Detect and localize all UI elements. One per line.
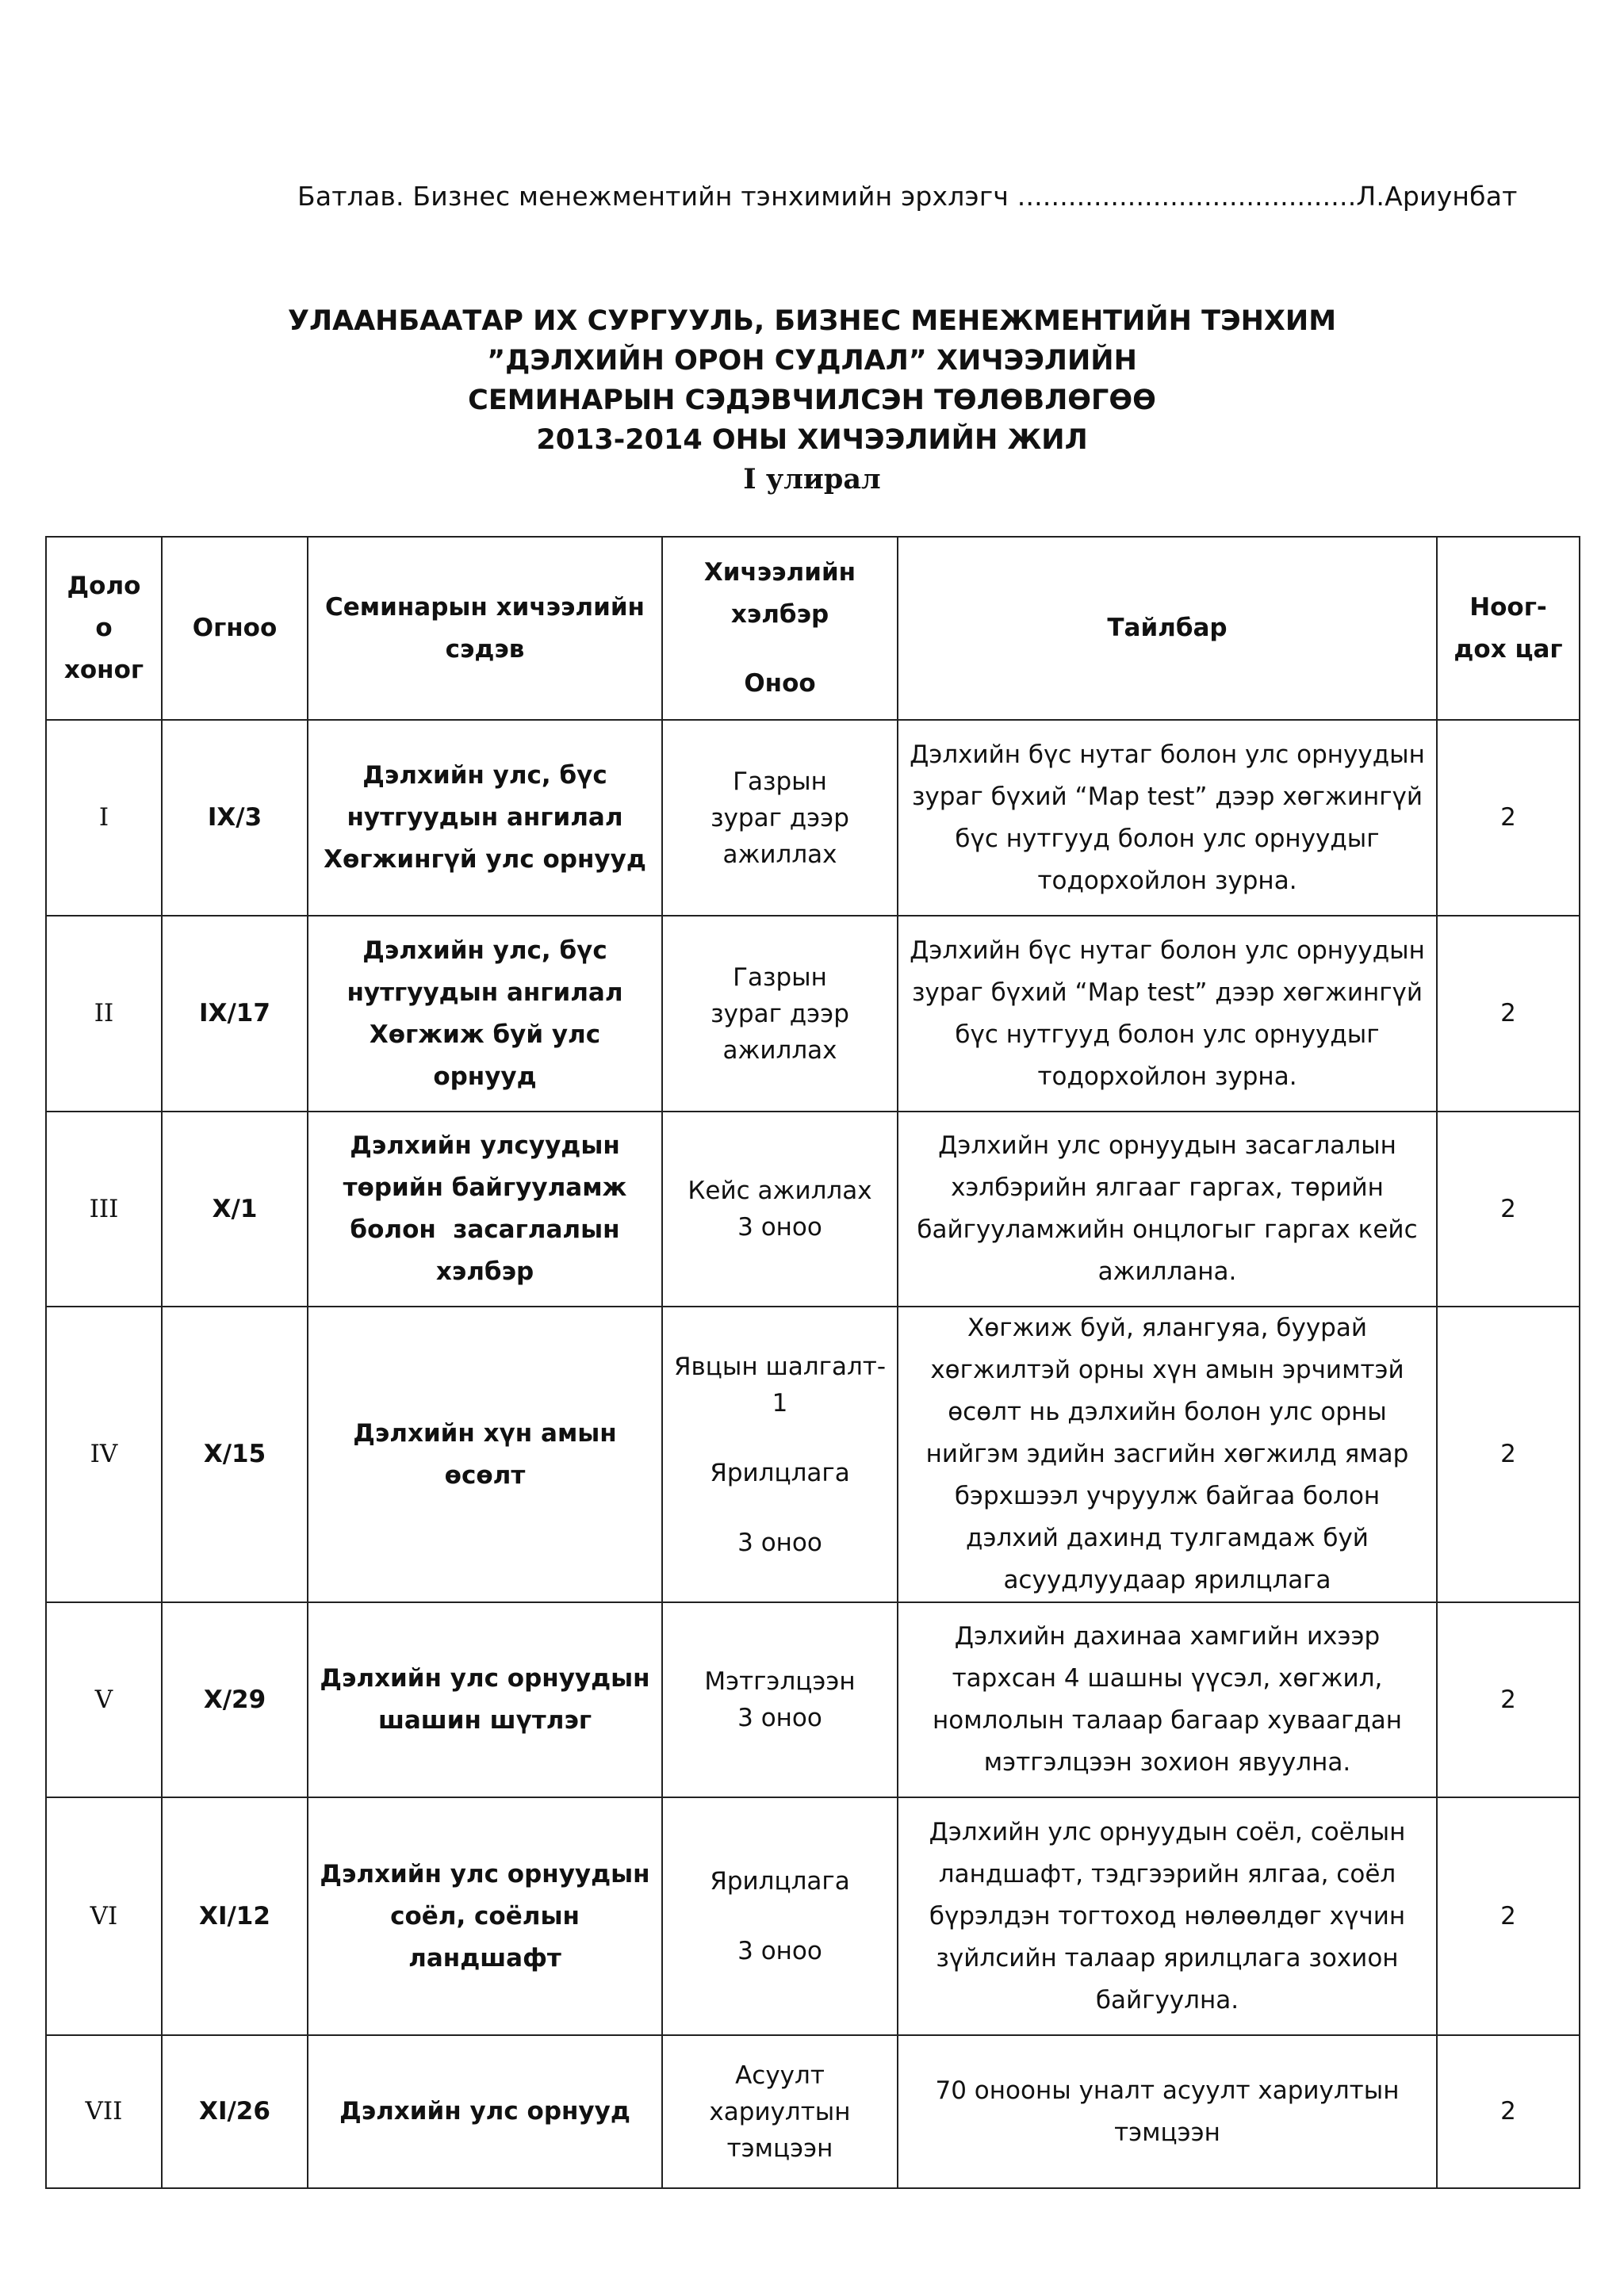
topic-line: төрийн байгууламж [343,1173,627,1202]
row-hours: 2 [1437,1112,1580,1307]
row-date: X/29 [162,1602,308,1797]
form-line: 3 оноо [737,1704,822,1732]
form-line: ажиллах [722,840,837,869]
row-topic [308,2035,662,2188]
row-form [662,720,898,916]
form-line: ажиллах [722,1035,837,1065]
form-line: Ярилцлага [710,1458,850,1487]
row-topic [308,1112,662,1307]
topic-line: хэлбэр [435,1257,534,1286]
topic-line: соёл, соёлын ландшафт [390,1901,580,1973]
header-hours-line: дох цаг [1454,634,1563,664]
row-note: Дэлхийн улс орнуудын засаглалын хэлбэрийн ялгааг гаргах, төрийн байгууламжийн онцлогыг гаргах кейс ажиллана. [898,1112,1437,1307]
topic-line: Хөгжингүй улс орнууд [324,845,646,874]
header-academic-year: 2013-2014 ОНЫ ХИЧЭЭЛИЙН ЖИЛ [536,424,1088,456]
header-topic-line: сэдэв [445,634,525,664]
row-note: Хөгжиж буй, ялангуяа, буурай хөгжилтэй орны хүн амын эрчимтэй өсөлт нь дэлхийн болон улс орны нийгэм эдийн засгийн хөгжилд ямар бэрхшээл учруулж байгаа болон дэлхий дахинд тулгамдаж буй асуудлуудаар ярилцлага [898,1307,1437,1602]
header-date: Огноо [162,537,308,720]
topic-line: Дэлхийн улс орнуудын [320,1859,650,1888]
row-form [662,1112,898,1307]
topic-line: Дэлхийн улс орнууд [339,2097,630,2126]
row-week: V [46,1602,162,1797]
form-line: Газрын [733,962,827,992]
form-line: Явцын шалгалт- [673,1352,887,1381]
form-line: Асуулт [735,2061,825,2090]
document-header [0,301,1624,499]
header-course: ”ДЭЛХИЙН ОРОН СУДЛАЛ” ХИЧЭЭЛИЙН [487,345,1137,377]
table-row [46,916,1580,1112]
row-date: X/1 [162,1112,308,1307]
row-topic [308,1797,662,2035]
row-note: Дэлхийн дахинаа хамгийн ихээр тархсан 4 шашны үүсэл, хөгжил, номлолын талаар багаар хуваагдан мэтгэлцээн зохион явуулна. [898,1602,1437,1797]
topic-line: нутгуудын ангилал [347,803,623,832]
table-row [46,1112,1580,1307]
form-line: 1 [772,1388,788,1418]
row-date: IX/3 [162,720,308,916]
header-week-line: хоног [63,656,144,684]
row-topic [308,1602,662,1797]
row-form [662,1797,898,2035]
form-line: Газрын [733,767,827,796]
table-row [46,2035,1580,2188]
topic-line: Дэлхийн улс орнуудын [320,1664,650,1693]
form-line: хариултын [709,2097,851,2126]
form-line: 3 оноо [737,1528,822,1557]
header-hours [1437,537,1580,720]
header-form-line: Хичээлийн [703,558,856,587]
form-line: Кейс ажиллах [688,1177,872,1205]
form-line: тэмцээн [726,2133,833,2163]
table-row [46,720,1580,916]
row-week: III [46,1112,162,1307]
form-line: Мэтгэлцээн [704,1667,856,1696]
row-week: I [46,720,162,916]
topic-line: Дэлхийн хүн амын өсөлт [353,1418,617,1490]
header-hours-line: Ноог- [1469,592,1547,622]
header-topic [308,537,662,720]
header-form-line: хэлбэр [730,600,829,629]
row-form [662,1602,898,1797]
row-form [662,1307,898,1602]
header-form-score: Оноо [744,669,816,698]
header-week-line: о [95,614,113,642]
seminar-plan-table [45,536,1580,2189]
header-form [662,537,898,720]
row-note: 70 онооны уналт асуулт хариултын тэмцээн [898,2035,1437,2188]
topic-line: шашин шүтлэг [377,1706,592,1735]
row-week: IV [46,1307,162,1602]
row-form [662,916,898,1112]
table-header-row [46,537,1580,720]
row-form [662,2035,898,2188]
form-line: 3 оноо [737,1937,822,1965]
row-note: Дэлхийн улс орнуудын соёл, соёлын ландшафт, тэдгээрийн ялгаа, соёл бүрэлдэн тогтоход нөлөөлдөг хүчин зүйлсийн талаар ярилцлага зохион байгуулна. [898,1797,1437,2035]
form-line: зураг дээр [710,803,849,832]
row-week: VII [46,2035,162,2188]
table-row [46,1797,1580,2035]
topic-line: болон засаглалын [350,1215,620,1244]
row-note: Дэлхийн бүс нутаг болон улс орнуудын зураг бүхий “Map test” дээр хөгжингүй бүс нутгууд болон улс орнуудыг тодорхойлон зурна. [898,720,1437,916]
header-plan-title: СЕМИНАРЫН СЭДЭВЧИЛСЭН ТӨЛӨВЛӨГӨӨ [468,385,1156,416]
topic-line: Хөгжиж буй улс орнууд [369,1020,601,1091]
topic-line: нутгуудын ангилал [347,978,623,1007]
row-hours: 2 [1437,720,1580,916]
row-note: Дэлхийн бүс нутаг болон улс орнуудын зураг бүхий “Map test” дээр хөгжингүй бүс нутгууд болон улс орнуудыг тодорхойлон зурна. [898,916,1437,1112]
row-hours: 2 [1437,916,1580,1112]
table-row [46,1307,1580,1602]
row-date: XI/12 [162,1797,308,2035]
row-hours: 2 [1437,1307,1580,1602]
header-semester: I улирал [743,463,881,496]
row-topic [308,1307,662,1602]
row-hours: 2 [1437,1797,1580,2035]
table-row [46,1602,1580,1797]
row-week: II [46,916,162,1112]
topic-line: Дэлхийн улсуудын [350,1131,620,1160]
row-topic [308,720,662,916]
form-line: Ярилцлага [710,1867,850,1896]
row-topic [308,916,662,1112]
row-date: IX/17 [162,916,308,1112]
row-week: VI [46,1797,162,2035]
header-note: Тайлбар [898,537,1437,720]
header-university: УЛААНБААТАР ИХ СУРГУУЛЬ, БИЗНЕС МЕНЕЖМЕНТИЙН ТЭНХИМ [287,305,1337,337]
row-date: X/15 [162,1307,308,1602]
approval-line: Батлав. Бизнес менежментийн тэнхимийн эрхлэгч ........................................Л.Ариунбат [297,181,1518,212]
form-line: зураг дээр [710,999,849,1028]
form-line: 3 оноо [737,1213,822,1242]
topic-line: Дэлхийн улс, бүс [362,761,607,790]
row-hours: 2 [1437,2035,1580,2188]
row-hours: 2 [1437,1602,1580,1797]
row-date: XI/26 [162,2035,308,2188]
topic-line: Дэлхийн улс, бүс [362,936,607,965]
header-week [46,537,162,720]
header-topic-line: Семинарын хичээлийн [325,592,645,622]
header-week-line: Доло [67,572,141,600]
